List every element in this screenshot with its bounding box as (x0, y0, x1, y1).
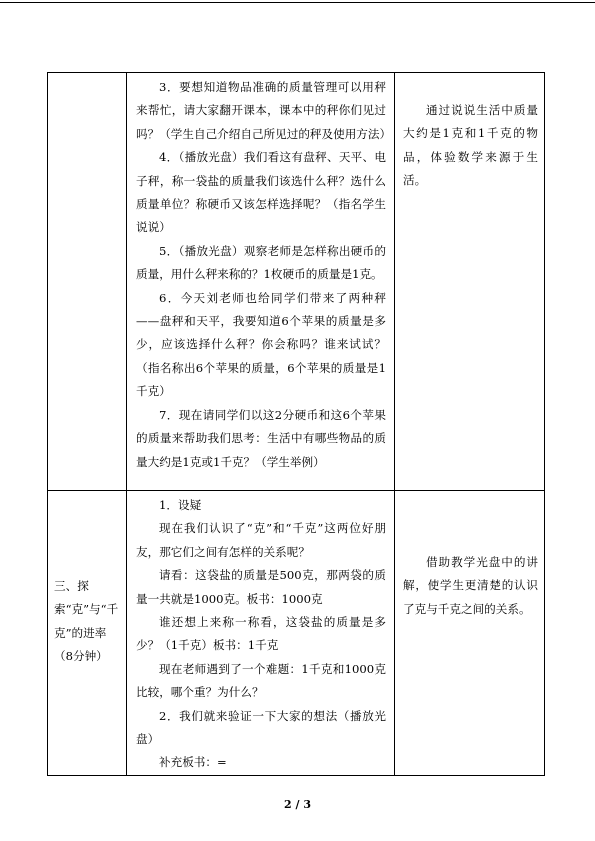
activity-cell (127, 491, 395, 776)
lesson-plan-table (47, 72, 545, 776)
header-rule (0, 2, 595, 3)
stage-cell (48, 491, 127, 776)
stage-title: 三、探索“克”与“千克”的进率（8分钟） (54, 579, 119, 664)
activity-paragraph: 补充板书：= (159, 755, 227, 770)
stage-cell-empty (48, 73, 127, 491)
page-number: 2 / 3 (284, 798, 311, 811)
activity-paragraph: 现在我们认识了“克”和“千克”这两位好朋友，那它们之间有怎样的关系呢？ (136, 521, 386, 559)
activity-paragraph: 5．（播放光盘）观察老师是怎样称出硬币的质量，用什么秤来称的？1枚硬币的质量是1克。 (136, 243, 386, 282)
activity-paragraph: 4．（播放光盘）我们看这有盘秤、天平、电子秤，称一袋盐的质量我们该选什么秤？选什么质量单位？称硬币又该怎样选择呢？（指名学生说说） (136, 150, 386, 235)
activity-paragraph: 2．我们就来验证一下大家的想法（播放光盘） (136, 708, 386, 747)
activity-paragraph: 6．今天刘老师也给同学们带来了两种秤——盘秤和天平，我要知道6个苹果的质量是多少，应该选择什么秤？你会称吗？谁来试试？（指名称出6个苹果的质量，6个苹果的质量是1千克） (136, 290, 386, 399)
design-intent-text: 通过说说生活中质量大约是1克和1千克的物品，体验数学来源于生活。 (403, 103, 538, 188)
activity-paragraph: 谁还想上来称一称看，这袋盐的质量是多少？（1千克）板书：1千克 (136, 615, 386, 653)
design-intent-cell (395, 491, 545, 776)
activity-paragraph: 现在老师遇到了一个难题：1千克和1000克比较，哪个重？为什么？ (136, 661, 386, 700)
table-row (48, 73, 545, 491)
design-intent-cell (395, 73, 545, 491)
activity-paragraph: 7．现在请同学们以这2分硬币和这6个苹果的质量来帮助我们思考：生活中有哪些物品的质量大约是1克或1千克？（学生举例） (136, 407, 386, 469)
activity-paragraph: 3．要想知道物品准确的质量管理可以用秤来帮忙，请大家翻开课本，课本中的秤你们见过吗？（学生自己介绍自己所见过的秤及使用方法） (136, 80, 392, 141)
design-intent-text: 借助教学光盘中的讲解，使学生更清楚的认识了克与千克之间的关系。 (403, 555, 538, 616)
activity-paragraph: 请看：这袋盐的质量是500克，那两袋的质量一共就是1000克。板书：1000克 (136, 568, 386, 606)
activity-paragraph: 1．设疑 (159, 498, 202, 512)
table-row (48, 491, 545, 776)
activity-cell (127, 73, 395, 491)
